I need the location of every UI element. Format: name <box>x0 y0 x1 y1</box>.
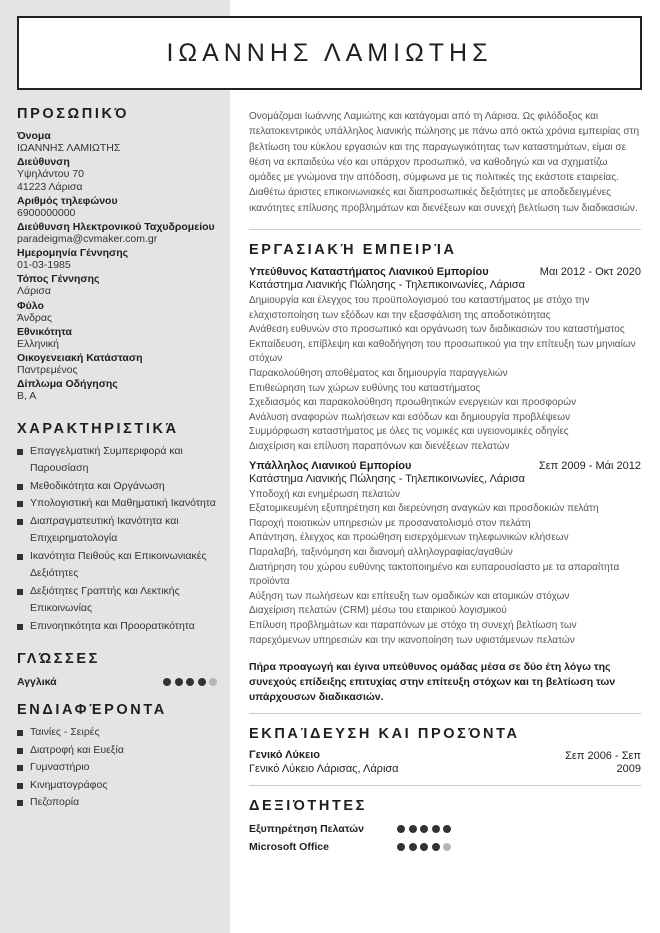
personal-item-phone <box>17 195 217 220</box>
personal-value: Υψηλάντου 70 <box>17 168 84 181</box>
job-company: Κατάστημα Λιανικής Πώλησης - Τηλεπικοινωνίες, Λάρισα <box>249 279 525 292</box>
bullet-square-icon <box>17 501 23 507</box>
rating-dot-filled <box>186 678 194 686</box>
list-item: Γυμναστήριο <box>17 759 217 777</box>
skill-name: Εξυπηρέτηση Πελατών <box>249 823 364 836</box>
personal-item-marital <box>17 352 217 377</box>
bullet-square-icon <box>17 624 23 630</box>
divider <box>249 229 641 230</box>
personal-item-license <box>17 378 217 403</box>
personal-item-name <box>17 130 217 155</box>
job-duties: Δημιουργία και έλεγχος του προϋπολογισμού του καταστήματος με στόχο την ελαχιστοποίηση των εξόδων και την εξασφάλιση της αποδοτικότητας Ανάθεση ευθυνών στο προσωπικό και οργάνωση των διαδικασιών του καταστήματος Εκπαίδευση, επίβλεψη και καθοδήγηση του προσωπικού για την επίτευξη των μηνιαίων στόχων Παρακολούθηση αποθέματος και δημιουργία παραγγελιών Επιθεώρηση των χώρων ευθύνης του καταστήματος Σχεδιασμός και παρακολούθηση προωθητικών ενεργειών και προσφορών Ανάλυση αναφορών πωλήσεων και εσόδων και δημιουργία προβλέψεων Συμμόρφωση καταστήματος με όλες τις νομικές και υγειονομικές οδηγίες Διαχείριση και επίλυση παραπόνων και διενέξεων πελατών <box>249 295 636 453</box>
sidebar <box>17 106 217 812</box>
traits-heading: ΧΑΡΑΚΤΗΡΙΣΤΙΚΆ <box>17 420 179 437</box>
personal-label: Εθνικότητα <box>17 325 73 338</box>
skill-name: Microsoft Office <box>249 841 329 854</box>
personal-label: Ημερομηνία Γέννησης <box>17 247 129 260</box>
bullet-square-icon <box>17 800 23 806</box>
personal-label: Δίπλωμα Οδήγησης <box>17 378 118 391</box>
job-duties: Υποδοχή και ενημέρωση πελατών Εξατομικευμένη εξυπηρέτηση και διερεύνηση αναγκών και προσδοκιών πελάτη Παροχή ποιοτικών υπηρεσιών με προσανατολισμό στον πελάτη Απάντηση, έλεγχος και προώθηση εισερχόμενων τηλεφωνικών κλήσεων Παραλαβή, ταξινόμηση και διανομή αλληλογραφίας/αγαθών Διατήρηση του χώρου ευθύνης τακτοποιημένο και ευπαρουσίαστο με τα απαραίτητα προϊόντα Αύξηση των πωλήσεων και επίτευξη των ομαδικών και ατομικών στόχων Διαχείριση πελατών (CRM) μέσω του εταιρικού λογισμικού Επίλυση προβλημάτων και παραπόνων με στόχο τη συνεχή βελτίωση των παρεχόμενων υπηρεσιών και την ικανοποίηση των υφιστάμενων πελατών <box>249 488 620 646</box>
personal-heading: ΠΡΟΣΩΠΙΚΌ <box>17 106 130 122</box>
personal-details <box>17 130 217 403</box>
personal-value: 6900000000 <box>17 206 76 219</box>
personal-label: Αριθμός τηλεφώνου <box>17 194 118 207</box>
interests-heading: ΕΝΔΙΑΦΈΡΟΝΤΑ <box>17 702 167 719</box>
job-date: Μαι 2012 - Οκτ 2020 <box>539 266 641 279</box>
skill-row <box>249 823 641 835</box>
language-name: Αγγλικά <box>17 676 57 689</box>
personal-value: Ελληνική <box>17 337 60 350</box>
bullet-square-icon <box>17 748 23 754</box>
skills-list <box>249 823 641 853</box>
divider <box>249 785 641 786</box>
rating-dot-filled <box>198 678 206 686</box>
rating-dot-filled <box>163 678 171 686</box>
personal-value: Λάρισα <box>17 285 51 298</box>
personal-item-address <box>17 156 217 193</box>
personal-value: Άνδρας <box>17 311 53 324</box>
traits-list <box>17 443 217 636</box>
candidate-name: ΙΩΑΝΝΗΣ ΛΑΜΙΩΤΗΣ <box>166 38 493 67</box>
personal-item-gender <box>17 300 217 325</box>
rating-dot-filled <box>420 825 428 833</box>
list-item: Διατροφή και Ευεξία <box>17 742 217 760</box>
skills-heading: ΔΕΞΙΌΤΗΤΕΣ <box>249 798 367 815</box>
bullet-square-icon <box>17 449 23 455</box>
bullet-square-icon <box>17 783 23 789</box>
list-item: Ταινίες - Σειρές <box>17 724 217 742</box>
personal-item-nationality <box>17 326 217 351</box>
rating-dot-empty <box>209 678 217 686</box>
job-entry <box>249 460 641 649</box>
language-row <box>17 676 217 688</box>
interests-list <box>17 724 217 812</box>
education-place: Γενικό Λύκειο Λάρισας, Λάρισα <box>249 763 399 776</box>
personal-value: ΙΩΑΝΝΗΣ ΛΑΜΙΩΤΗΣ <box>17 142 121 154</box>
personal-label: Τόπος Γέννησης <box>17 273 100 286</box>
personal-label: Διεύθυνση <box>17 156 70 169</box>
education-date: Σεπ 2006 - Σεπ 2009 <box>565 750 641 776</box>
bullet-square-icon <box>17 519 23 525</box>
personal-label: Διεύθυνση Ηλεκτρονικού Ταχυδρομείου <box>17 221 215 234</box>
personal-item-birthplace <box>17 273 217 298</box>
rating-dot-filled <box>432 825 440 833</box>
list-item: Κινηματογράφος <box>17 777 217 795</box>
job-title: Υπεύθυνος Καταστήματος Λιανικού Εμπορίου <box>249 266 489 279</box>
experience-heading: ΕΡΓΑΣΙΑΚΉ ΕΜΠΕΙΡΊΑ <box>249 242 457 259</box>
list-item: Διαπραγματευτική Ικανότητα και Επιχειρηματολογία <box>17 513 217 548</box>
main-content <box>249 109 641 853</box>
personal-value: B, A <box>17 390 37 403</box>
list-item: Πεζοπορία <box>17 794 217 812</box>
job-entry <box>249 266 641 455</box>
personal-value: 41223 Λάρισα <box>17 180 83 193</box>
bullet-square-icon <box>17 484 23 490</box>
bullet-square-icon <box>17 730 23 736</box>
rating-dot-filled <box>397 843 405 851</box>
personal-value: Παντρεμένος <box>17 364 78 376</box>
education-entry <box>249 749 641 779</box>
bullet-square-icon <box>17 554 23 560</box>
list-item: Δεξιότητες Γραπτής και Λεκτικής Επικοινωνίας <box>17 583 217 618</box>
list-item: Επινοητικότητα και Προορατικότητα <box>17 618 217 636</box>
languages-heading: ΓΛΏΣΣΕΣ <box>17 651 100 668</box>
list-item: Υπολογιστική και Μαθηματική Ικανότητα <box>17 495 217 513</box>
rating-dot-empty <box>443 843 451 851</box>
skill-rating <box>397 843 451 851</box>
job-company: Κατάστημα Λιανικής Πώλησης - Τηλεπικοινωνίες, Λάρισα <box>249 472 525 485</box>
bullet-square-icon <box>17 765 23 771</box>
language-rating <box>163 678 217 686</box>
skill-row <box>249 841 641 853</box>
personal-value: 01-03-1985 <box>17 259 71 272</box>
achievement-highlight: Πήρα προαγωγή και έγινα υπεύθυνος ομάδας μέσα σε δύο έτη λόγω της συνεχούς επίδειξης επιτυχίας στην επίτευξη στόχων και τη βελτίωση των υπάρχουσων διαδικασιών. <box>249 661 616 704</box>
personal-label: Οικογενειακή Κατάσταση <box>17 352 143 364</box>
bullet-square-icon <box>17 589 23 595</box>
rating-dot-filled <box>432 843 440 851</box>
list-item: Επαγγελματική Συμπεριφορά και Παρουσίαση <box>17 443 217 478</box>
personal-value: paradeigma@cvmaker.com.gr <box>17 233 158 246</box>
rating-dot-filled <box>443 825 451 833</box>
list-item: Ικανότητα Πειθούς και Επικοινωνιακές Δεξιότητες <box>17 548 217 583</box>
divider <box>249 713 641 714</box>
personal-item-email <box>17 221 217 246</box>
skill-rating <box>397 825 451 833</box>
list-item: Μεθοδικότητα και Οργάνωση <box>17 478 217 496</box>
rating-dot-filled <box>397 825 405 833</box>
profile-summary: Ονομάζομαι Ιωάννης Λαμιώτης και κατάγομαι από τη Λάρισα. Ως φιλόδοξος και πελατοκεντρικός υπάλληλος λιανικής πώλησης με πάνω από οκτώ χρόνια εμπειρίας στη βελτίωση του κύκλου εργασιών και της παραγωγικότητας των καταστημάτων, είμαι σε θέση να εκπαιδεύω νέο και υπάρχον προσωπικό, να καθοδηγώ και να σχηματίζω ομάδες με γνώμονα την απόδοση, σύμφωνα με τις πολιτικές της εκάστοτε εταιρείας. Διαθέτω άριστες επικοινωνιακές και διαπροσωπικές δεξιότητες με αποδεδειγμένες ικανότητες επίλυσης προβλημάτων και διενέξεων και συνεχή βελτίωση των διαδικασιών. <box>249 111 640 214</box>
rating-dot-filled <box>409 825 417 833</box>
education-title: Γενικό Λύκειο <box>249 749 321 762</box>
education-heading: ΕΚΠΑΊΔΕΥΣΗ ΚΑΙ ΠΡΟΣΌΝΤΑ <box>249 726 520 743</box>
rating-dot-filled <box>420 843 428 851</box>
name-header <box>17 16 642 90</box>
personal-label: Όνομα <box>17 130 51 142</box>
job-title: Υπάλληλος Λιανικού Εμπορίου <box>249 459 412 472</box>
rating-dot-filled <box>409 843 417 851</box>
personal-item-birthdate <box>17 247 217 272</box>
job-date: Σεπ 2009 - Μάι 2012 <box>538 459 641 472</box>
personal-label: Φύλο <box>17 299 44 312</box>
rating-dot-filled <box>175 678 183 686</box>
